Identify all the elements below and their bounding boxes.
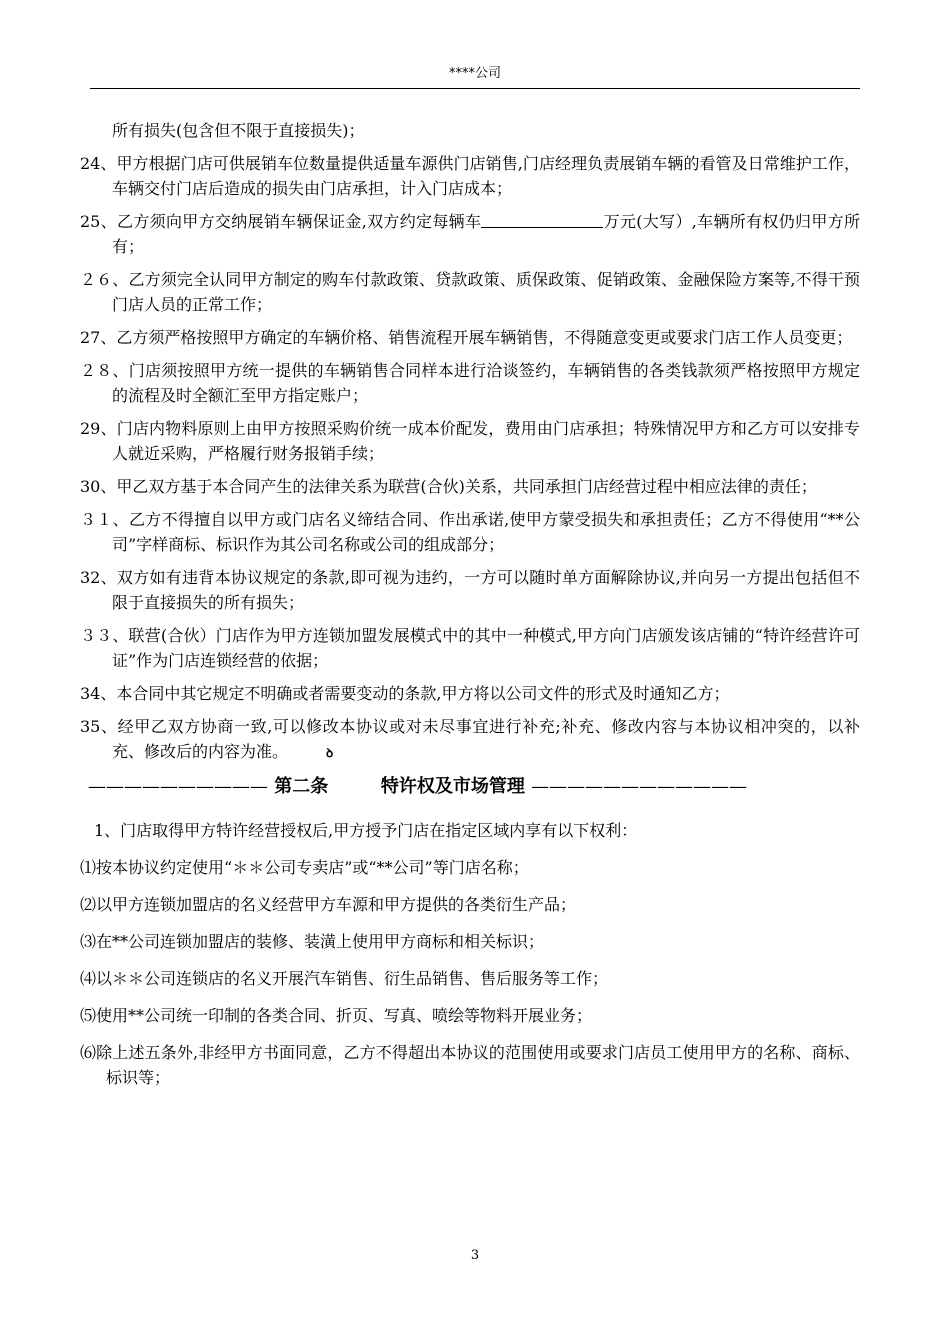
- subitem-text: 以甲方连锁加盟店的名义经营甲方车源和甲方提供的各类衍生产品；: [96, 895, 577, 914]
- clause-26: [80, 267, 860, 317]
- clause-number: ３１、: [80, 510, 129, 529]
- page-header: ****公司: [448, 66, 501, 81]
- subitem-4: [80, 966, 860, 991]
- paragraph-continuation: 所有损失(包含但不限于直接损失)；: [112, 121, 365, 140]
- clause-text: 乙方须向甲方交纳展销车辆保证金,双方约定每辆车: [117, 212, 482, 231]
- clause-number: 32、: [80, 568, 117, 587]
- subitem-3: [80, 929, 860, 954]
- clause-35: [80, 714, 860, 766]
- clause-text: 本合同中其它规定不明确或者需要变动的条款,甲方将以公司文件的形式及时通知乙方；: [116, 684, 730, 703]
- subitem-number: ⑶: [80, 932, 97, 951]
- clause-text: 乙方不得擅自以甲方或门店名义缔结合同、作出承诺,使甲方蒙受损失和承担责任；乙方不得使用“**公司”字样商标、标识作为其公司名称或公司的组成部分；: [112, 510, 860, 554]
- clause-25: [80, 209, 860, 259]
- subitem-6: [80, 1040, 860, 1090]
- subitem-number: ⑵: [80, 895, 97, 914]
- clause-number: 30、: [80, 477, 117, 496]
- clause-28: [80, 358, 860, 408]
- clause-32: [80, 565, 860, 615]
- clause-number: 29、: [80, 419, 117, 438]
- section-dashes-right: ————————————: [531, 776, 748, 797]
- section-intro: 1、门店取得甲方特许经营授权后,甲方授予门店在指定区域内享有以下权利：: [94, 821, 638, 840]
- editing-mark: ꝺ: [326, 746, 334, 760]
- clause-text: 万元(大写）,车辆所有权仍归甲方所有；: [112, 212, 860, 256]
- subitem-text: 以＊＊公司连锁店的名义开展汽车销售、衍生品销售、售后服务等工作；: [96, 969, 609, 988]
- header-rule: [90, 88, 860, 89]
- clause-text: 乙方须严格按照甲方确定的车辆价格、销售流程开展车辆销售，不得随意变更或要求门店工作人员变更；: [116, 328, 853, 347]
- clause-text: 双方如有违背本协议规定的条款,即可视为违约，一方可以随时单方面解除协议,并向另一方提出包括但不限于直接损失的所有损失；: [112, 568, 860, 612]
- clause-text: 乙方须完全认同甲方制定的购车付款政策、贷款政策、质保政策、促销政策、金融保险方案等,不得干预门店人员的正常工作；: [112, 270, 860, 314]
- clause-29: [80, 416, 860, 466]
- clause-27: [80, 325, 860, 350]
- clause-34: [80, 681, 860, 706]
- subitem-2: [80, 892, 860, 917]
- clause-33: [80, 623, 860, 673]
- clause-text: 经甲乙双方协商一致,可以修改本协议或对未尽事宜进行补充;补充、修改内容与本协议相冲突的，以补充、修改后的内容为准。: [112, 717, 860, 761]
- clause-text: 门店内物料原则上由甲方按照采购价统一成本价配发，费用由门店承担；特殊情况甲方和乙方可以安排专人就近采购，严格履行财务报销手续；: [112, 419, 860, 463]
- page-number: 3: [470, 1248, 480, 1263]
- clause-number: 35、: [80, 717, 118, 736]
- clause-text: 联营(合伙）门店作为甲方连锁加盟发展模式中的其中一种模式,甲方向门店颁发该店铺的“特许经营许可证”作为门店连锁经营的依据；: [112, 626, 860, 670]
- subitem-5: [80, 1003, 860, 1028]
- clause-number: 25、: [80, 212, 117, 231]
- clause-30: [80, 474, 860, 499]
- section-title: 特许权及市场管理: [380, 776, 525, 797]
- subitem-number: ⑷: [80, 969, 97, 988]
- subitem-text: 除上述五条外,非经甲方书面同意，乙方不得超出本协议的范围使用或要求门店员工使用甲方的名称、商标、标识等；: [96, 1043, 860, 1087]
- section-heading: [88, 774, 860, 800]
- clause-number: 24、: [80, 154, 117, 173]
- subitem-number: ⑴: [80, 858, 97, 877]
- clause-number: ２６、: [80, 270, 129, 289]
- document-body: [80, 118, 860, 1102]
- subitem-text: 使用**公司统一印制的各类合同、折页、写真、喷绘等物料开展业务；: [96, 1006, 593, 1025]
- clause-number: ２８、: [80, 361, 129, 380]
- clause-31: [80, 507, 860, 557]
- subitem-number: ⑹: [80, 1043, 97, 1062]
- section-number: 第二条: [274, 776, 329, 797]
- subitem-number: ⑸: [80, 1006, 97, 1025]
- section-dashes-left: ——————————: [88, 776, 268, 797]
- clause-24: [80, 151, 860, 201]
- subitem-1: [80, 855, 860, 880]
- fill-in-blank: [481, 213, 603, 228]
- clause-text: 门店须按照甲方统一提供的车辆销售合同样本进行洽谈签约，车辆销售的各类钱款须严格按照甲方规定的流程及时全额汇至甲方指定账户；: [112, 361, 860, 405]
- clause-number: 34、: [80, 684, 117, 703]
- clause-number: ３３、: [80, 626, 129, 645]
- clause-number: 27、: [80, 328, 117, 347]
- subitem-text: 按本协议约定使用“＊＊公司专卖店”或“**公司”等门店名称；: [96, 858, 529, 877]
- clause-text: 甲方根据门店可供展销车位数量提供适量车源供门店销售,门店经理负责展销车辆的看管及日常维护工作，车辆交付门店后造成的损失由门店承担，计入门店成本；: [112, 154, 860, 198]
- clause-text: 甲乙双方基于本合同产生的法律关系为联营(合伙)关系，共同承担门店经营过程中相应法律的责任；: [116, 477, 817, 496]
- subitem-text: 在**公司连锁加盟店的装修、装潢上使用甲方商标和相关标识；: [96, 932, 545, 951]
